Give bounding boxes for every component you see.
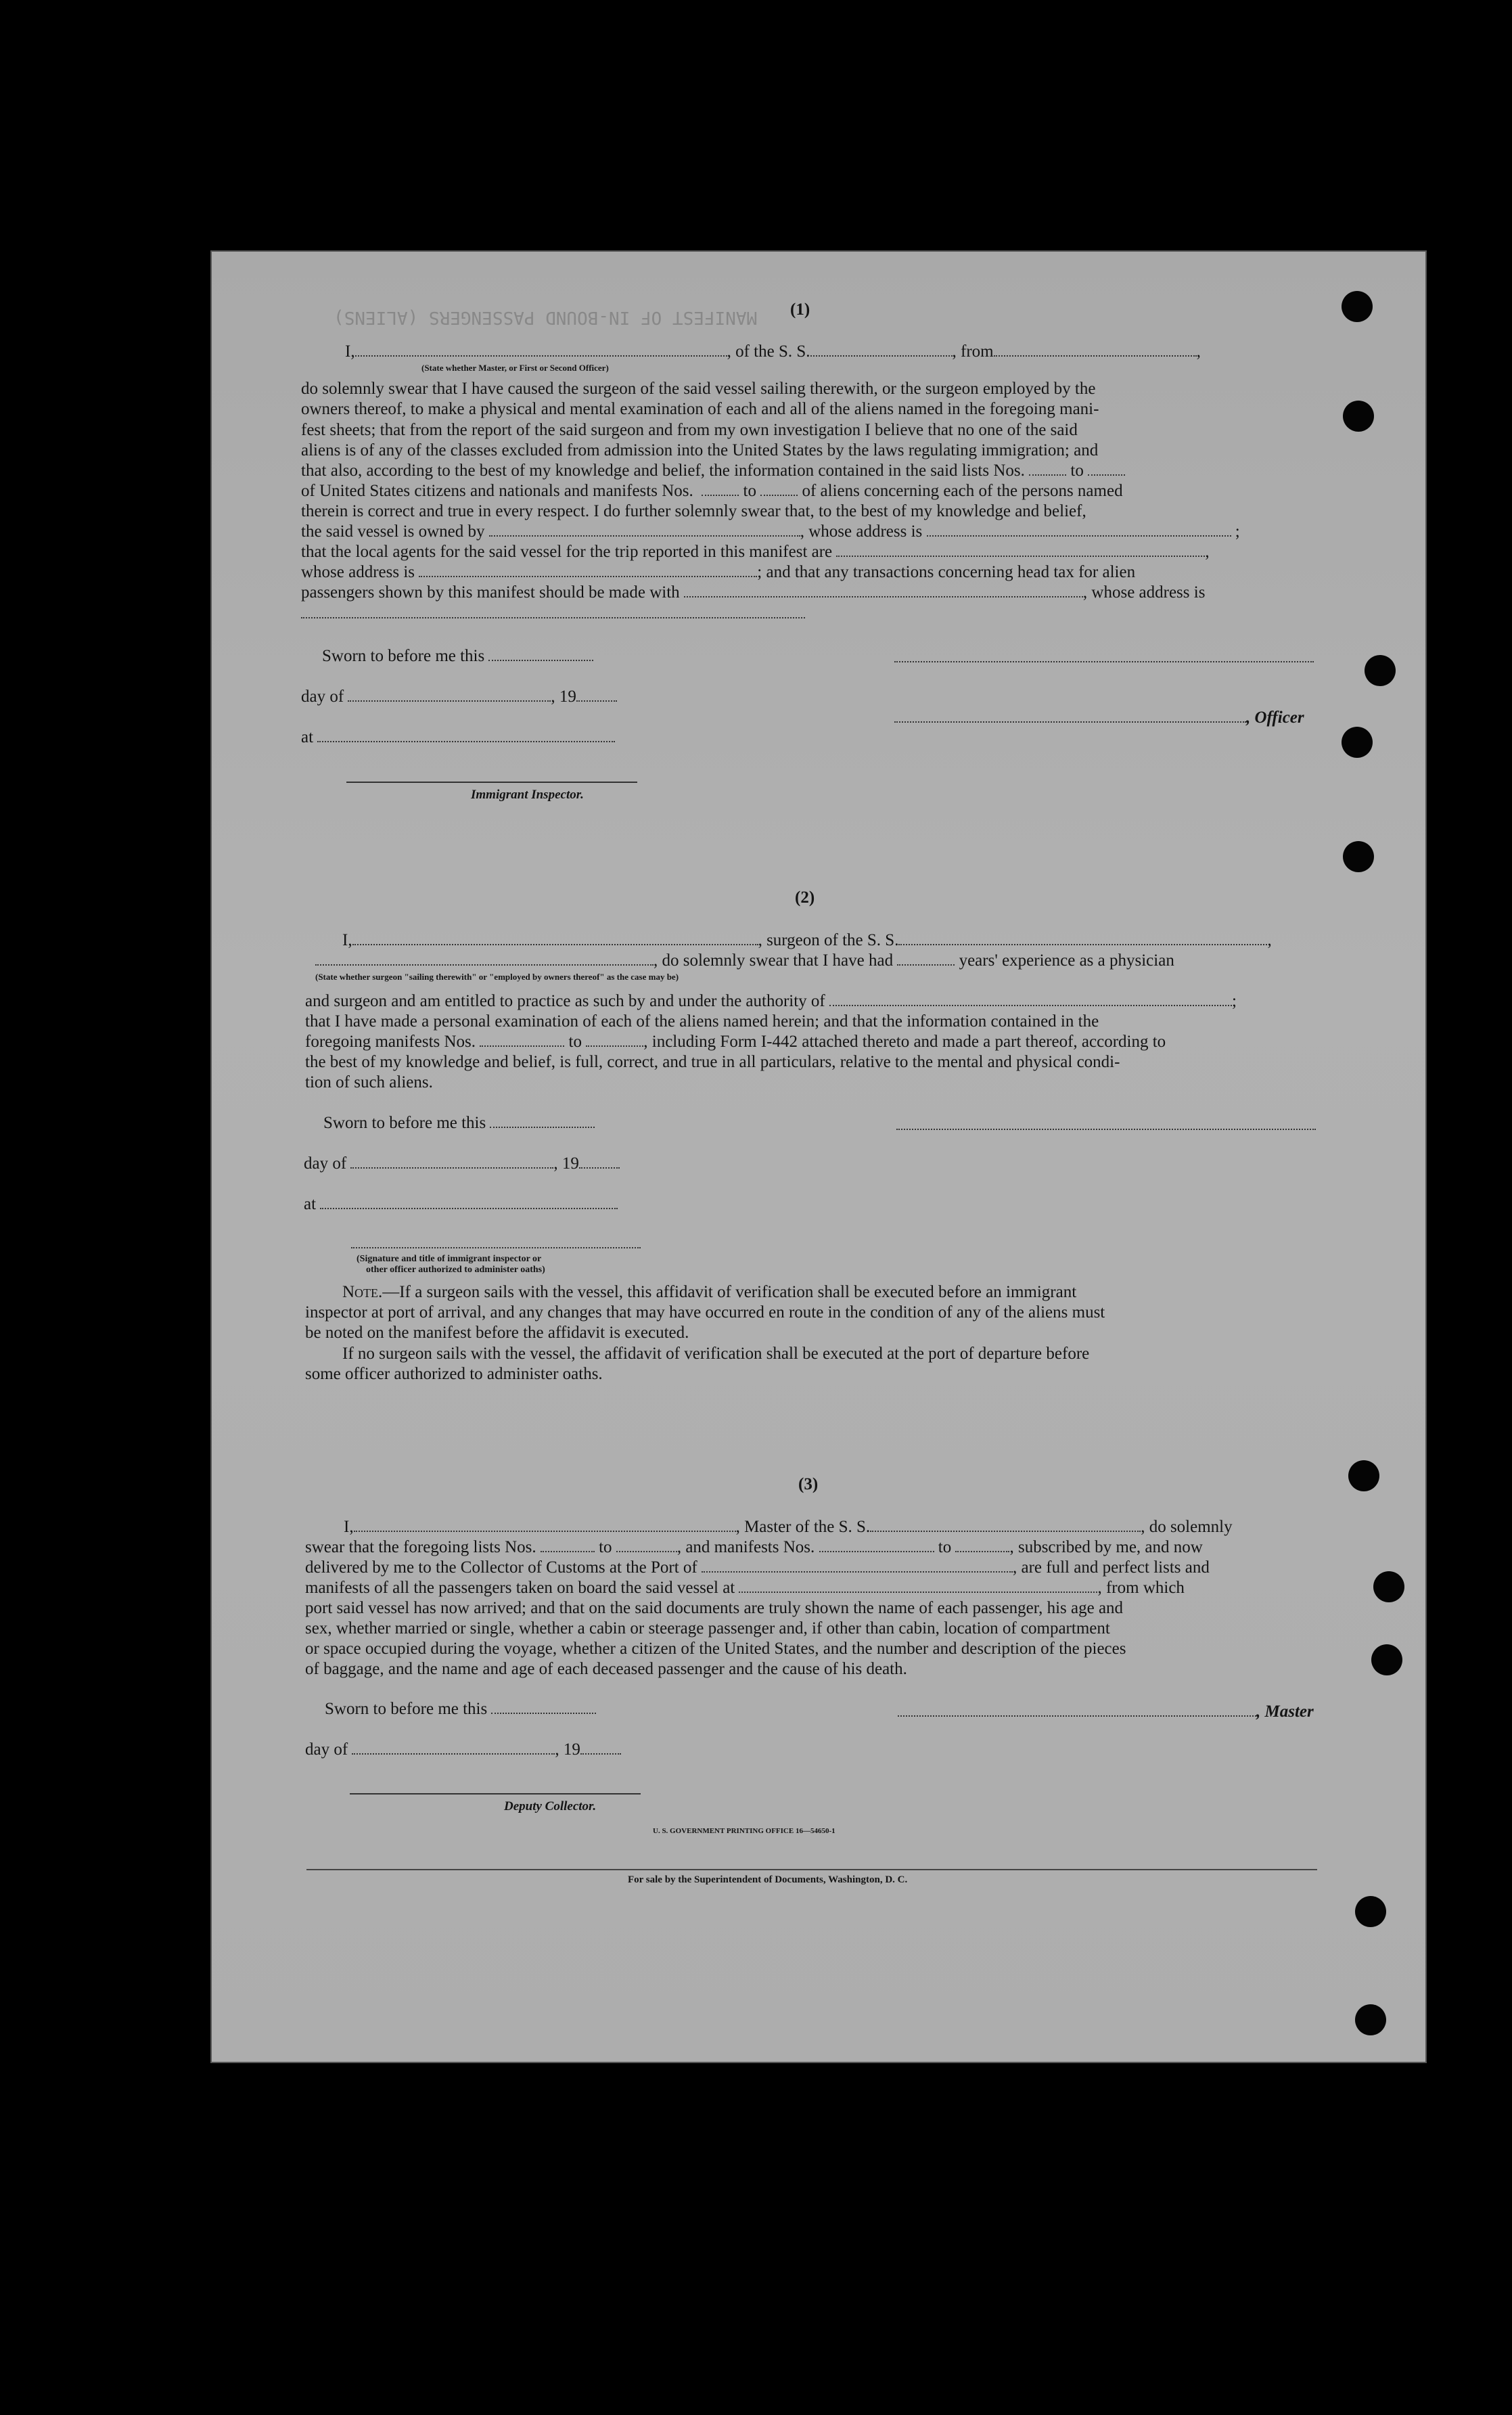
s1-at: [301, 727, 615, 748]
s3-text: to: [599, 1538, 612, 1556]
s1-para-line: [301, 583, 1205, 603]
agent-address-field[interactable]: [419, 564, 757, 577]
s3-year-field[interactable]: [580, 1741, 621, 1755]
section-2-number: (2): [795, 888, 815, 907]
s2-note-line: If no surgeon sails with the vessel, the affidavit of verification shall be executed at the port of departure before: [342, 1345, 1090, 1363]
s1-text: that the local agents for the said vessel for the trip reported in this manifest are: [301, 543, 833, 561]
s2-line1: [342, 930, 1272, 951]
s2-manifest-from-field[interactable]: [480, 1033, 564, 1047]
s2-line2: [315, 951, 1174, 971]
deputy-signature-line[interactable]: [350, 1793, 641, 1795]
signature-line[interactable]: [894, 661, 1314, 662]
master-name-field[interactable]: [355, 343, 727, 357]
s1-text: , whose address is: [1082, 583, 1206, 602]
s3-text: , Master of the S. S.: [735, 1518, 871, 1536]
s3-para-line: [305, 1578, 1185, 1598]
s1-para-line: [301, 562, 1135, 583]
s3-list-to-field[interactable]: [616, 1539, 677, 1552]
s3-text: delivered by me to the Collector of Customs at the Port of: [305, 1558, 697, 1577]
bleed-through-header: MANIFEST OF IN-BOUND PASSENGERS (ALIENS): [334, 307, 758, 328]
s1-para-line: owners thereof, to make a physical and mental examination of each and all of the aliens named in the foregoing mani-: [301, 400, 1099, 418]
master-label: , Master: [1256, 1702, 1314, 1721]
s3-master: [898, 1702, 1314, 1722]
surgeon-type-field[interactable]: [315, 952, 654, 966]
punch-hole: [1343, 401, 1374, 432]
officer-label: , Officer: [1246, 708, 1304, 727]
address-continuation-line[interactable]: [301, 617, 805, 618]
deputy-label: Deputy Collector.: [504, 1799, 597, 1813]
punch-hole: [1373, 1571, 1404, 1602]
s2-at: [304, 1194, 618, 1215]
s3-text: , subscribed by me, and now: [1009, 1538, 1203, 1556]
s3-para-line: or space occupied during the voyage, whether a citizen of the United States, and the number and description of the pieces: [305, 1640, 1126, 1658]
s3-list-from-field[interactable]: [541, 1539, 595, 1552]
s1-text: to: [743, 482, 756, 500]
s3-para-line: port said vessel has now arrived; and that on the said documents are truly shown the name of each passenger, his age and: [305, 1599, 1124, 1617]
punch-hole: [1348, 1460, 1379, 1491]
s2-para-line: the best of my knowledge and belief, is full, correct, and true in all particulars, relative to the mental and physical condi-: [305, 1053, 1120, 1071]
s2-sig-caption: (Signature and title of immigrant inspector or: [357, 1254, 542, 1264]
footer-note: For sale by the Superintendent of Documents, Washington, D. C.: [628, 1874, 908, 1885]
s1-text: day of: [301, 687, 344, 706]
s2-inspector-signature-line[interactable]: [351, 1247, 641, 1248]
s1-para-line: [301, 522, 1240, 542]
s3-sworn-day-field[interactable]: [491, 1700, 596, 1714]
s1-para-line: [301, 542, 1210, 562]
embark-port-field[interactable]: [739, 1579, 1097, 1593]
from-port-field[interactable]: [994, 343, 1197, 357]
s3-manifest-from-field[interactable]: [819, 1539, 934, 1552]
punch-hole: [1371, 1644, 1402, 1675]
s2-note-line: some officer authorized to administer oaths.: [305, 1365, 603, 1383]
s1-text: whose address is: [301, 563, 415, 581]
s1-para-line: aliens is of any of the classes excluded from admission into the United States by the laws regulating immigration; and: [301, 441, 1099, 459]
month-field[interactable]: [348, 688, 551, 702]
s1-line1: [345, 342, 1201, 362]
s3-text: , and manifests Nos.: [677, 1538, 815, 1556]
s2-sworn: [323, 1113, 595, 1133]
years-experience-field[interactable]: [897, 952, 955, 966]
s1-text: passengers shown by this manifest should be made with: [301, 583, 680, 602]
punch-hole: [1343, 841, 1374, 872]
s1-text: ,: [1196, 342, 1201, 361]
s1-text: at: [301, 728, 314, 746]
s2-year-field[interactable]: [579, 1155, 620, 1169]
owner-field[interactable]: [489, 523, 800, 537]
s1-text: Sworn to before me this: [322, 647, 485, 665]
s1-text: to: [1070, 461, 1084, 480]
s2-text: I,: [342, 931, 352, 949]
s2-manifest-to-field[interactable]: [586, 1033, 643, 1047]
s2-note-line: be noted on the manifest before the affidavit is executed.: [305, 1324, 689, 1342]
s1-sublabel: (State whether Master, or First or Second Officer): [421, 363, 609, 373]
s3-line1: [344, 1517, 1233, 1537]
s2-sublabel: (State whether surgeon "sailing therewith" or "employed by owners thereof" as the case may be): [315, 972, 679, 982]
punch-hole: [1342, 291, 1373, 322]
gpo-imprint: U. S. GOVERNMENT PRINTING OFFICE 16—54650-1: [653, 1827, 835, 1835]
sworn-day-field[interactable]: [488, 648, 593, 661]
s1-para-line: do solemnly swear that I have caused the surgeon of the said vessel sailing therewith, or the surgeon employed by the: [301, 380, 1096, 398]
s3-text: day of: [305, 1740, 348, 1759]
list-no-to-field[interactable]: [1088, 462, 1125, 476]
footer-rule: [306, 1869, 1317, 1870]
s3-para-line: sex, whether married or single, whether a cabin or steerage passenger and, if other than cabin, location of compartment: [305, 1619, 1110, 1638]
s2-text: , 19: [553, 1154, 579, 1173]
s2-text: years' experience as a physician: [959, 951, 1174, 970]
s2-text: day of: [304, 1154, 347, 1173]
s2-para-line: [305, 991, 1237, 1012]
year-field[interactable]: [576, 688, 617, 702]
manifest-no-to-field[interactable]: [760, 482, 798, 496]
s2-signature-line[interactable]: [896, 1129, 1316, 1130]
officer-signature-field[interactable]: [894, 709, 1246, 723]
s3-para-line: [305, 1558, 1210, 1578]
s2-text: , including Form I-442 attached thereto and made a part thereof, according to: [643, 1033, 1166, 1051]
s2-note-line: inspector at port of arrival, and any changes that may have occurred en route in the condition of any of the aliens must: [305, 1303, 1105, 1322]
s2-day: [304, 1154, 620, 1174]
s3-text: Sworn to before me this: [325, 1700, 488, 1718]
s1-text: ;: [1235, 522, 1240, 541]
punch-hole: [1355, 2004, 1386, 2035]
inspector-signature-line[interactable]: [346, 782, 637, 783]
vessel-name-field[interactable]: [810, 343, 953, 357]
s3-manifest-to-field[interactable]: [955, 1539, 1009, 1552]
s3-para-line: [305, 1537, 1203, 1558]
s2-text: at: [304, 1195, 317, 1213]
section-3-number: (3): [798, 1475, 819, 1493]
surgeon-name-field[interactable]: [352, 932, 758, 945]
note-label: Note.: [342, 1283, 383, 1301]
punch-hole: [1355, 1896, 1386, 1927]
s3-text: , from which: [1097, 1579, 1185, 1597]
s3-master-name-field[interactable]: [354, 1518, 736, 1532]
s1-text: I,: [345, 342, 355, 361]
section-1-number: (1): [790, 300, 810, 319]
s2-text: , do solemnly swear that I have had: [654, 951, 894, 970]
s2-month-field[interactable]: [350, 1155, 553, 1169]
owner-address-field[interactable]: [927, 523, 1231, 537]
s2-text: foregoing manifests Nos.: [305, 1033, 476, 1051]
s2-note-line: [342, 1282, 1076, 1303]
local-agents-field[interactable]: [836, 543, 1205, 557]
s3-text: swear that the foregoing lists Nos.: [305, 1538, 536, 1556]
s1-text: ,: [1205, 543, 1210, 561]
head-tax-contact-field[interactable]: [684, 584, 1083, 597]
s3-text: , 19: [555, 1740, 580, 1759]
s2-text: —If a surgeon sails with the vessel, this affidavit of verification shall be executed before an immigrant: [382, 1283, 1077, 1301]
s1-text: of United States citizens and nationals and manifests Nos.: [301, 482, 693, 500]
s1-day: [301, 687, 617, 707]
s3-text: I,: [344, 1518, 354, 1536]
s3-para-line: of baggage, and the name and age of each deceased passenger and the cause of his death.: [305, 1660, 907, 1678]
s2-place-field[interactable]: [320, 1196, 618, 1209]
s2-para-line: tion of such aliens.: [305, 1073, 433, 1091]
s2-text: Sworn to before me this: [323, 1114, 486, 1132]
s3-sworn: [325, 1699, 596, 1719]
s2-para-line: that I have made a personal examination of each of the aliens named herein; and that the information contained in the: [305, 1012, 1099, 1031]
port-field[interactable]: [702, 1559, 1013, 1573]
s1-text: , from: [952, 342, 994, 361]
s3-text: , do solemnly: [1141, 1518, 1233, 1536]
punch-hole: [1365, 655, 1396, 686]
s1-para-line: [301, 481, 1123, 501]
s2-sig-caption: other officer authorized to administer oaths): [366, 1265, 545, 1275]
s3-vessel-field[interactable]: [870, 1518, 1141, 1532]
s2-text: ;: [1232, 992, 1237, 1010]
list-no-from-field[interactable]: [1029, 462, 1066, 476]
s1-officer: [894, 708, 1304, 728]
s3-text: manifests of all the passengers taken on board the said vessel at: [305, 1579, 735, 1597]
s2-text: , surgeon of the S. S.: [758, 931, 899, 949]
s2-sworn-day-field[interactable]: [490, 1114, 595, 1128]
punch-hole: [1342, 727, 1373, 758]
s1-text: ; and that any transactions concerning head tax for alien: [757, 563, 1136, 581]
s2-text: and surgeon and am entitled to practice as such by and under the authority of: [305, 992, 825, 1010]
s1-para-line: therein is correct and true in every respect. I do further solemnly swear that, to the best of my knowledge and belief,: [301, 502, 1086, 520]
s2-text: ,: [1267, 931, 1272, 949]
s3-month-field[interactable]: [352, 1741, 555, 1755]
inspector-label: Immigrant Inspector.: [471, 788, 584, 802]
s1-para-line: [301, 461, 1125, 481]
s1-text: of aliens concerning each of the persons named: [802, 482, 1123, 500]
place-field[interactable]: [317, 729, 615, 742]
s1-sworn: [322, 646, 593, 667]
s3-day: [305, 1740, 621, 1760]
s3-text: , are full and perfect lists and: [1013, 1558, 1210, 1577]
s2-text: to: [568, 1033, 582, 1051]
s1-text: that also, according to the best of my knowledge and belief, the information contained in the said lists Nos.: [301, 461, 1025, 480]
s1-text: , whose address is: [800, 522, 923, 541]
s2-para-line: [305, 1032, 1166, 1052]
s1-text: the said vessel is owned by: [301, 522, 485, 541]
authority-field[interactable]: [829, 993, 1232, 1006]
s1-text: , of the S. S.: [727, 342, 810, 361]
master-signature-field[interactable]: [898, 1703, 1256, 1717]
s2-vessel-field[interactable]: [898, 932, 1267, 945]
manifest-no-from-field[interactable]: [702, 482, 739, 496]
s3-text: to: [938, 1538, 952, 1556]
s1-para-line: fest sheets; that from the report of the said surgeon and from my own investigation I believe that no one of the said: [301, 421, 1078, 439]
s1-text: , 19: [551, 687, 576, 706]
